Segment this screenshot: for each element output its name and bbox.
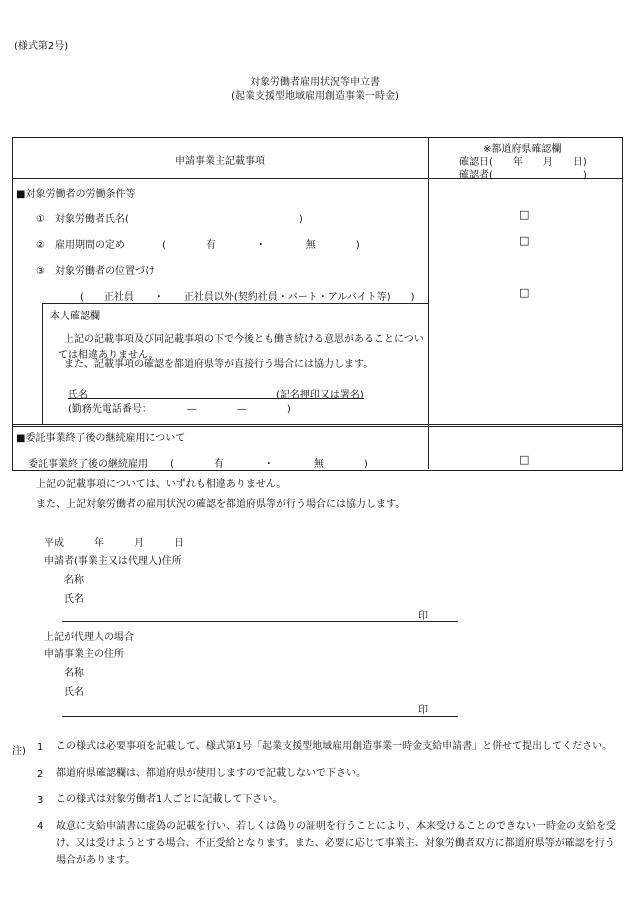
page-subtitle: (起業支援型地域雇用創造事業一時金) — [231, 91, 399, 102]
item-continued-employment-options: ( 有 ・ 無 ) — [170, 459, 368, 470]
checkbox-item2[interactable]: □ — [519, 234, 530, 247]
confirm-person-line: 確認者( ) — [459, 170, 587, 181]
agent-label: 上記が代理人の場合 — [44, 632, 134, 643]
section-continued-employment: ■委託事業終了後の継続雇用について — [16, 433, 186, 444]
confirm-box-text1: 上記の記載事項及び同記載事項の下で今後とも働き続ける意思があることについては相違ありません。 — [58, 334, 424, 361]
checkbox-item4[interactable]: □ — [519, 453, 530, 466]
item-worker-position-options: ( 正社員 ・ 正社員以外(契約社員・パート・アルバイト等) ) — [80, 292, 415, 303]
confirm-box-top-border — [42, 303, 428, 304]
page-title: 対象労働者雇用状況等申立書 — [250, 77, 380, 88]
agent-person-label: 氏名 — [64, 687, 84, 698]
applicant-signature-line — [62, 621, 458, 622]
confirm-seal-label: (記名押印又は署名) — [276, 390, 364, 401]
agent-name-label: 名称 — [64, 668, 84, 679]
note-number: 2 — [37, 769, 44, 780]
form-number: (様式第2号) — [14, 41, 69, 52]
note-text: この様式は必要事項を記載して、様式第1号「起業支援型地域雇用創造事業一時金支給申請書」と併せて提出してください。 — [56, 741, 613, 752]
table-column-divider — [428, 137, 429, 469]
item-worker-position: ③ 対象労働者の位置づけ — [36, 266, 155, 277]
declaration-line1: 上記の記載事項については、いずれも相違ありません。 — [36, 479, 287, 490]
confirm-box-text2: また、記載事項の確認を都道府県等が直接行う場合には協力します。 — [64, 359, 374, 370]
note-text: 故意に支給申請書に虚偽の記載を行い、若しくは偽りの証明を行うことにより、本来受けることのできない一時金の支給を受け、又は受けようとする場合、不正受給となります。また、必要に応じて事業主、対象労働者双方に都道府県等が確認を行う場合があります。 — [56, 821, 616, 866]
section-working-conditions: ■対象労働者の労働条件等 — [16, 189, 136, 200]
agent-signature-line — [62, 716, 458, 717]
header-left-label: 申請事業主記載事項 — [175, 156, 265, 167]
item-worker-name: ① 対象労働者氏名( ) — [36, 214, 303, 225]
applicant-address-label: 申請者(事業主又は代理人)住所 — [44, 556, 182, 567]
confirm-name-underline — [68, 398, 364, 399]
confirm-name-label: 氏名 — [68, 390, 88, 401]
note-text: 都道府県確認欄は、都道府県が使用しますので記載しないで下さい。 — [56, 768, 366, 779]
confirm-box-title: 本人確認欄 — [50, 311, 100, 322]
applicant-name-label: 名称 — [64, 575, 84, 586]
agent-address-label: 申請事業主の住所 — [44, 649, 124, 660]
agent-seal: 印 — [418, 705, 428, 716]
applicant-seal: 印 — [418, 611, 428, 622]
note-number: 4 — [37, 821, 44, 832]
note-number: 3 — [37, 795, 44, 806]
notes-prefix: 注) — [12, 746, 26, 757]
applicant-person-label: 氏名 — [64, 594, 84, 605]
confirm-phone: (勤務先電話番号： — — ) — [68, 404, 291, 415]
declaration-line2: また、上記対象労働者の雇用状況の確認を都道府県等が行う場合には協力します。 — [36, 499, 406, 510]
confirm-box-left-border — [42, 303, 43, 424]
checkbox-item3[interactable]: □ — [519, 286, 530, 299]
item-employment-period: ② 雇用期間の定め — [36, 240, 125, 251]
item-continued-employment: 委託事業終了後の継続雇用 — [28, 459, 148, 470]
item-employment-period-options: ( 有 ・ 無 ) — [162, 240, 360, 251]
application-date: 平成 年 月 日 — [44, 538, 184, 549]
note-number: 1 — [37, 742, 44, 753]
confirm-date-line: 確認日( 年 月 日) — [459, 157, 587, 168]
prefecture-confirm-title: ※都道府県確認欄 — [483, 144, 562, 155]
note-text: この様式は対象労働者1人ごとに記載して下さい。 — [56, 794, 283, 805]
checkbox-item1[interactable]: □ — [519, 208, 530, 221]
